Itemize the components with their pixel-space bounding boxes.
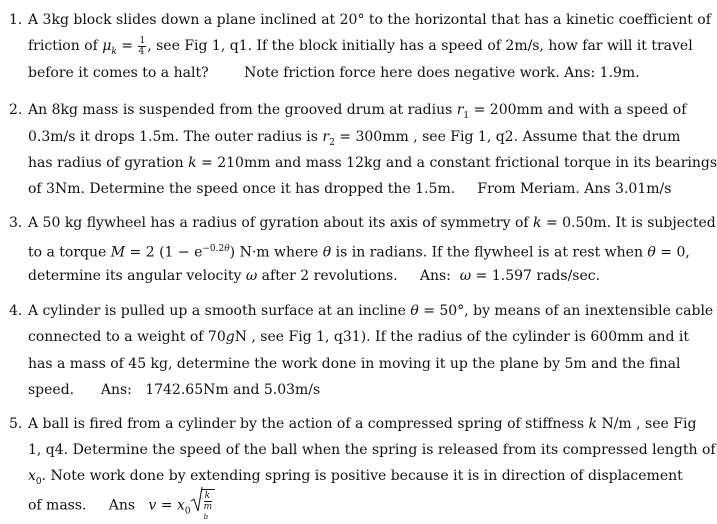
problem-number: 4. [9, 303, 23, 319]
problem-line: speed. Ans: 1742.65Nm and 5.03m/s [28, 382, 321, 398]
problem-line: $x_0$. Note work done by extending spring is positive because it is in direction of displacement [28, 468, 683, 487]
problem-line: friction of $\mu_k$ = $\frac{1}{4}$ , see Fig 1, q1. If the block initially has a speed of 2m/s, how far will it travel [28, 35, 693, 57]
problem-number: 1. [9, 12, 23, 28]
problem-number: 5. [9, 416, 23, 432]
problem-number: 2. [9, 102, 23, 118]
problem-line: has radius of gyration k = 210mm and mass 12kg and a constant frictional torque in its bearings [28, 155, 717, 171]
problem-line: A 50 kg flywheel has a radius of gyration about its axis of symmetry of k = 0.50m. It is subjected [28, 215, 716, 231]
problem-line: An 8kg mass is suspended from the grooved drum at radius $r_1 = 200mm$ and with a speed of [28, 102, 687, 121]
radical-sign-icon [191, 486, 203, 512]
problem-line: A 3kg block slides down a plane inclined at 20° to the horizontal that has a kinetic coefficient of [28, 12, 711, 28]
problem-line: A ball is fired from a cylinder by the action of a compressed spring of stiffness k N/m , see Fig [28, 416, 697, 432]
problem-line: determine its angular velocity ω after 2 revolutions. Ans: ω = 1.597 rads/sec. [28, 268, 601, 284]
problem-line: connected to a weight of 70gN , see Fig 1, q31). If the radius of the cylinder is 600mm and it [28, 329, 689, 345]
problem-line: 1, q4. Determine the speed of the ball when the spring is released from its compressed length of [28, 442, 716, 458]
problem-line: A cylinder is pulled up a smooth surface at an incline θ = 50°, by means of an inextensible cable [28, 303, 714, 319]
problem-line: has a mass of 45 kg, determine the work done in moving it up the plane by 5m and the final [28, 356, 681, 372]
problem-line: 0.3m/s it drops 1.5m. The outer radius is $r_2 = 300mm$ , see Fig 1, q2. Assume that the drum [28, 129, 681, 148]
square-root [191, 489, 216, 522]
problem-line: to a torque M = 2 $(1 - e^{-0.2\theta})$ N·m where θ is in radians. If the flywheel is at rest when θ = 0, [28, 244, 690, 261]
fraction: $\frac{1}{4}$ [138, 35, 146, 57]
fraction: k m b [203, 491, 213, 521]
problem-line: of mass. Ans $v = x_0$ k m b [28, 489, 648, 524]
problem-number: 3. [9, 215, 23, 231]
problem-line: before it comes to a halt? Note friction force here does negative work. Ans: 1.9m. [28, 65, 640, 81]
problem-line: of 3Nm. Determine the speed once it has dropped the 1.5m. From Meriam. Ans 3.01m/s [28, 181, 672, 197]
